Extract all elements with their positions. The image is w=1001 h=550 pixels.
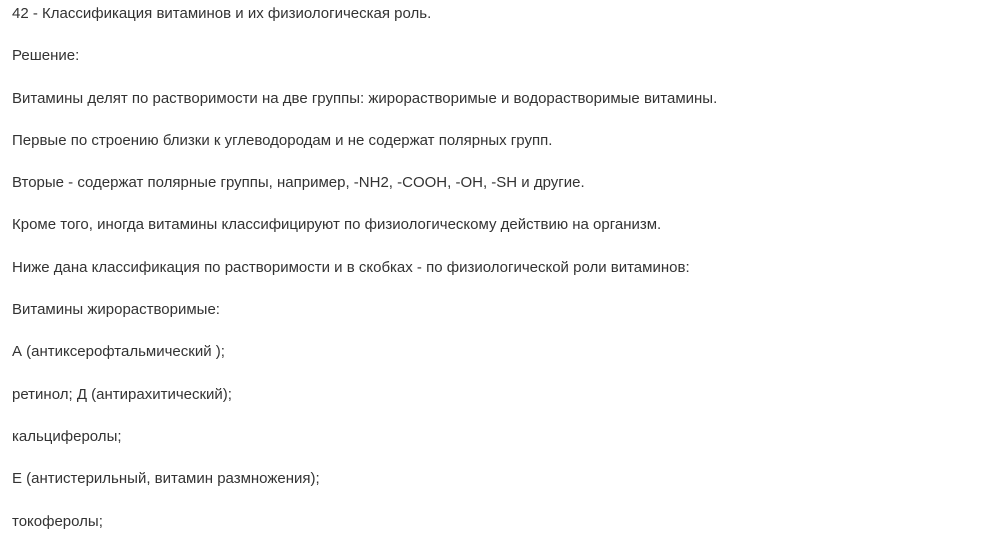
paragraph: Витамины делят по растворимости на две группы: жирорастворимые и водорастворимые витамины. [12,89,718,107]
paragraph: Кроме того, иногда витамины классифицируют по физиологическому действию на организм. [12,216,662,234]
list-heading: Витамины жирорастворимые: [12,301,220,319]
list-item: Е (антистерильный, витамин размножения); [12,470,320,488]
list-item: токоферолы; [12,512,103,530]
document-title: 42 - Классификация витаминов и их физиологическая роль. [12,5,432,22]
list-item: кальциферолы; [12,427,122,445]
paragraph: Ниже дана классификация по растворимости и в скобках - по физиологической роли витаминов: [12,258,690,276]
solution-heading: Решение: [12,47,80,65]
document-body [12,0,992,550]
list-item: ретинол; Д (антирахитический); [12,385,232,403]
paragraph: Вторые - содержат полярные группы, например, -NH2, -COOH, -OH, -SH и другие. [12,174,585,192]
list-item: А (антиксерофтальмический ); [12,343,225,361]
paragraph: Первые по строению близки к углеводородам и не содержат полярных групп. [12,131,553,149]
